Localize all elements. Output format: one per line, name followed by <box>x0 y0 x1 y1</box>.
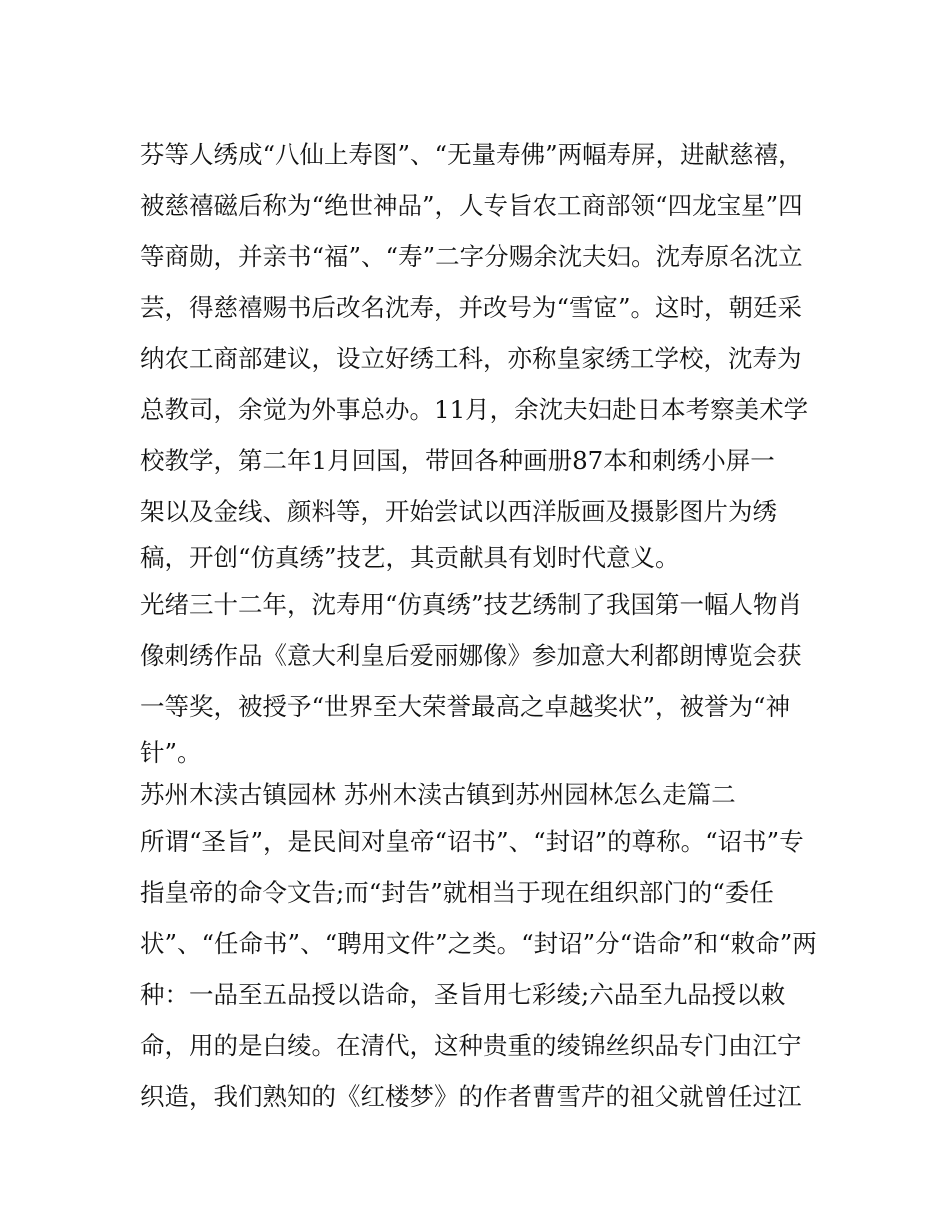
text-line: 被慈禧磁后称为“绝世神品”，人专旨农工商部领“四龙宝星”四 <box>140 191 803 220</box>
text-line: 指皇帝的命令文告;而“封告”就相当于现在组织部门的“委任 <box>140 878 774 907</box>
text-line: 种：一品至五品授以诰命，圣旨用七彩绫;六品至九品授以敕 <box>140 980 786 1009</box>
text-line: 芬等人绣成“八仙上寿图”、“无量寿佛”两幅寿屏，进献慈禧， <box>140 140 803 169</box>
text-line: 针”。 <box>140 738 202 767</box>
text-line: 光绪三十二年，沈寿用“仿真绣”技艺绣制了我国第一幅人物肖 <box>140 590 803 619</box>
text-line: 所谓“圣旨”，是民间对皇帝“诏书”、“封诏”的尊称。“诏书”专 <box>140 827 804 856</box>
text-line: 像刺绣作品《意大利皇后爱丽娜像》参加意大利都朗博览会获 <box>140 641 802 670</box>
text-line: 校教学，第二年1月回国，带回各种画册87本和刺绣小屏一 <box>140 446 775 475</box>
text-line: 一等奖，被授予“世界至大荣誉最高之卓越奖状”，被誉为“神 <box>140 692 791 721</box>
text-line: 架以及金线、颜料等，开始尝试以西洋版画及摄影图片为绣 <box>140 497 777 526</box>
text-line: 命，用的是白绫。在清代，这种贵重的绫锦丝织品专门由江宁 <box>140 1031 802 1060</box>
text-line: 织造，我们熟知的《红楼梦》的作者曹雪芹的祖父就曾任过江 <box>140 1082 802 1111</box>
document-body <box>140 129 820 1122</box>
text-line: 等商勋，并亲书“福”、“寿”二字分赐余沈夫妇。沈寿原名沈立 <box>140 242 803 271</box>
text-line: 总教司，余觉为外事总办。11月，余沈夫妇赴日本考察美术学 <box>140 395 809 424</box>
text-line: 纳农工商部建议，设立好绣工科，亦称皇家绣工学校，沈寿为 <box>140 344 802 373</box>
section-heading: 苏州木渎古镇园林 苏州木渎古镇到苏州园林怎么走篇二 <box>140 780 736 809</box>
text-line: 芸，得慈禧赐书后改名沈寿，并改号为“雪宧”。这时，朝廷采 <box>140 293 803 322</box>
text-line: 稿，开创“仿真绣”技艺，其贡献具有划时代意义。 <box>140 543 680 572</box>
text-line: 状”、“任命书”、“聘用文件”之类。“封诏”分“诰命”和“敕命”两 <box>140 929 817 958</box>
